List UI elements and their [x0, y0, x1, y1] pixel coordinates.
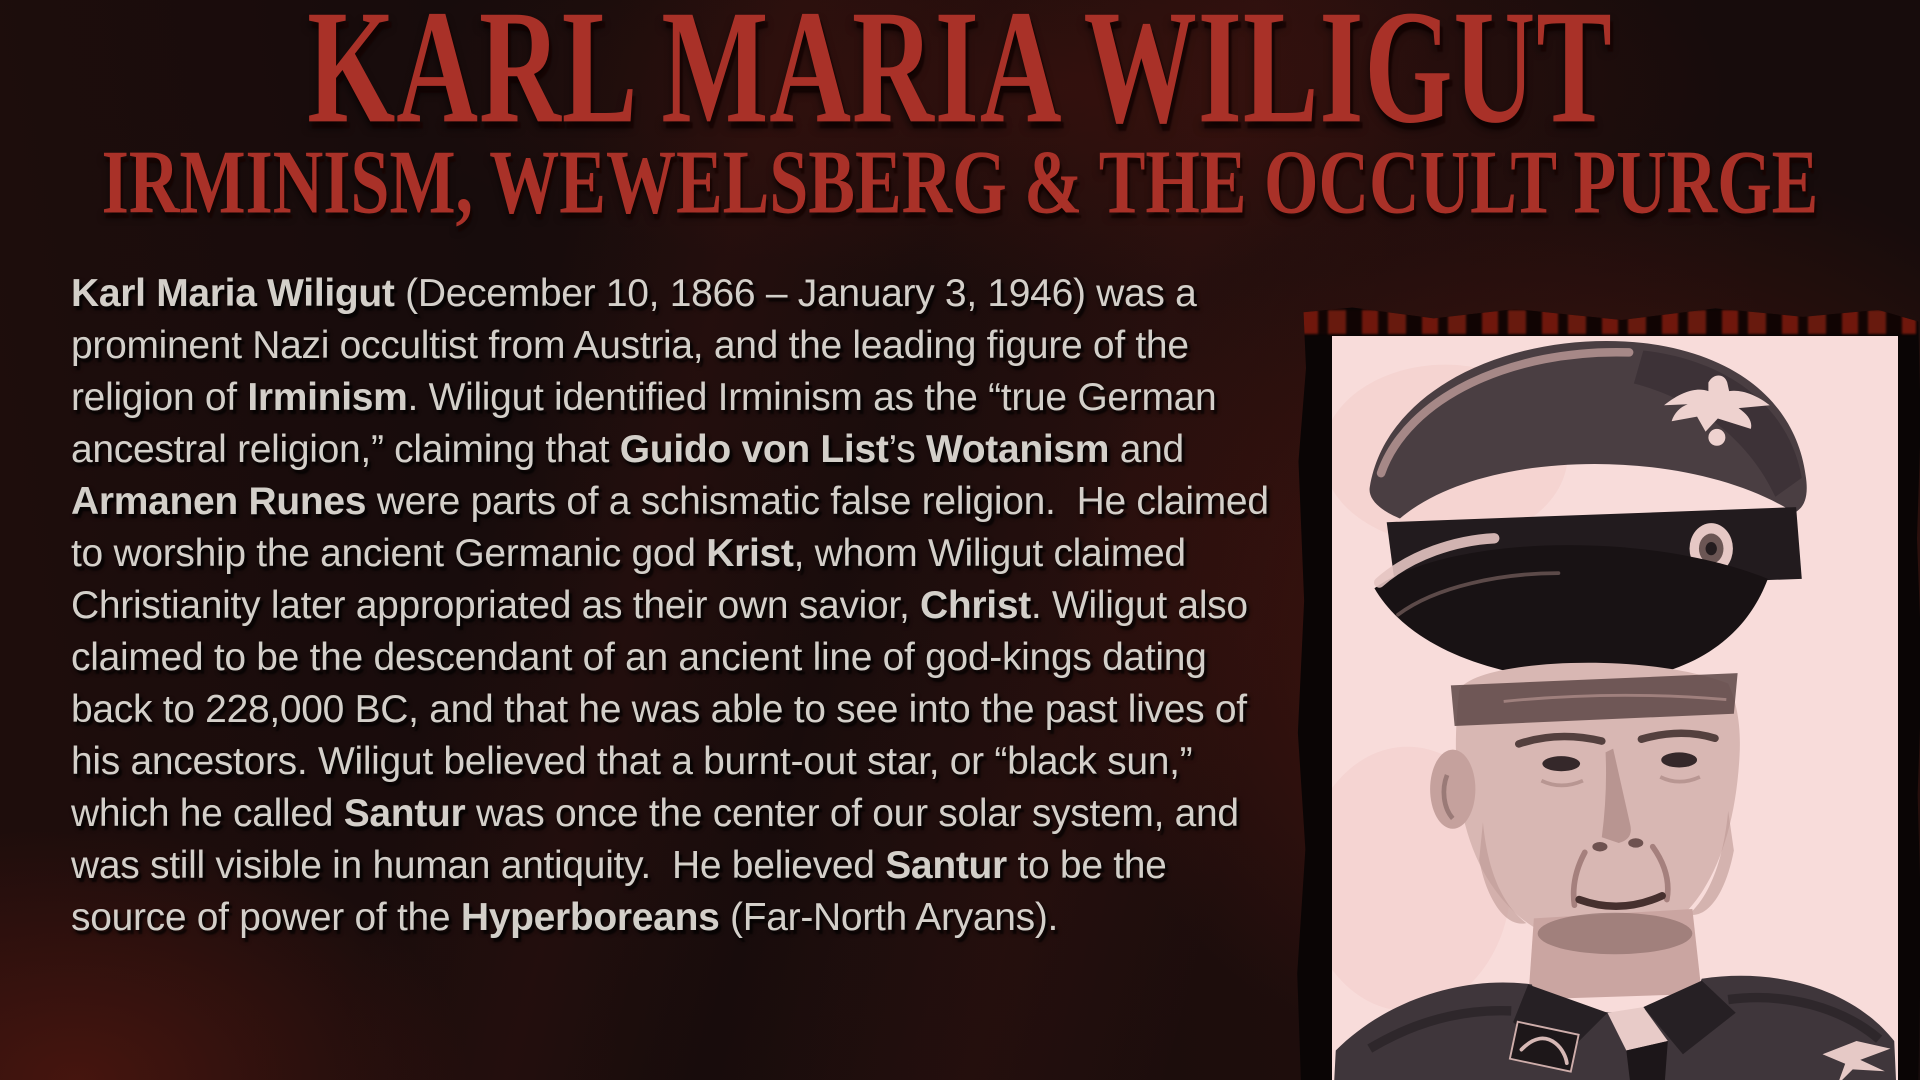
- eye-right: [1661, 752, 1697, 767]
- title-block: [0, 0, 1920, 234]
- article-text: Karl Maria Wiligut (December 10, 1866 – January 3, 1946) was a prominent Nazi occultist from Austria, and the leading figure of the religion of Irminism. Wiligut identified Irminism as the “true German ancestral religion,” claiming that Guido von List’s Wotanism and Armanen Runes were parts of a schismatic false religion. He claimed to worship the ancient Germanic god Krist, whom Wiligut claimed Christianity later appropriated as their own savior, Christ. Wiligut also claimed to be the descendant of an ancient line of god-kings dating back to 228,000 BC, and that he was able to see into the past lives of his ancestors. Wiligut believed that a burnt-out star, or “black sun,” which he called Santur was once the center of our solar system, and was still visible in human antiquity. He believed Santur to be the source of power of the Hyperboreans (Far-North Aryans).: [71, 272, 1280, 939]
- page-title: [0, 0, 1920, 158]
- eye-left: [1542, 756, 1580, 771]
- portrait-frame: [1296, 306, 1920, 1080]
- page-title-text: KARL MARIA WILIGUT: [307, 0, 1613, 158]
- page-subtitle: [0, 133, 1920, 234]
- portrait-photo: [1332, 336, 1898, 1080]
- page-subtitle-text: IRMINISM, WEWELSBERG & THE OCCULT PURGE: [101, 133, 1819, 234]
- nostril-right: [1628, 838, 1643, 847]
- portrait-illustration: [1332, 336, 1898, 1080]
- chin-shadow: [1538, 913, 1693, 955]
- nostril-left: [1592, 842, 1607, 851]
